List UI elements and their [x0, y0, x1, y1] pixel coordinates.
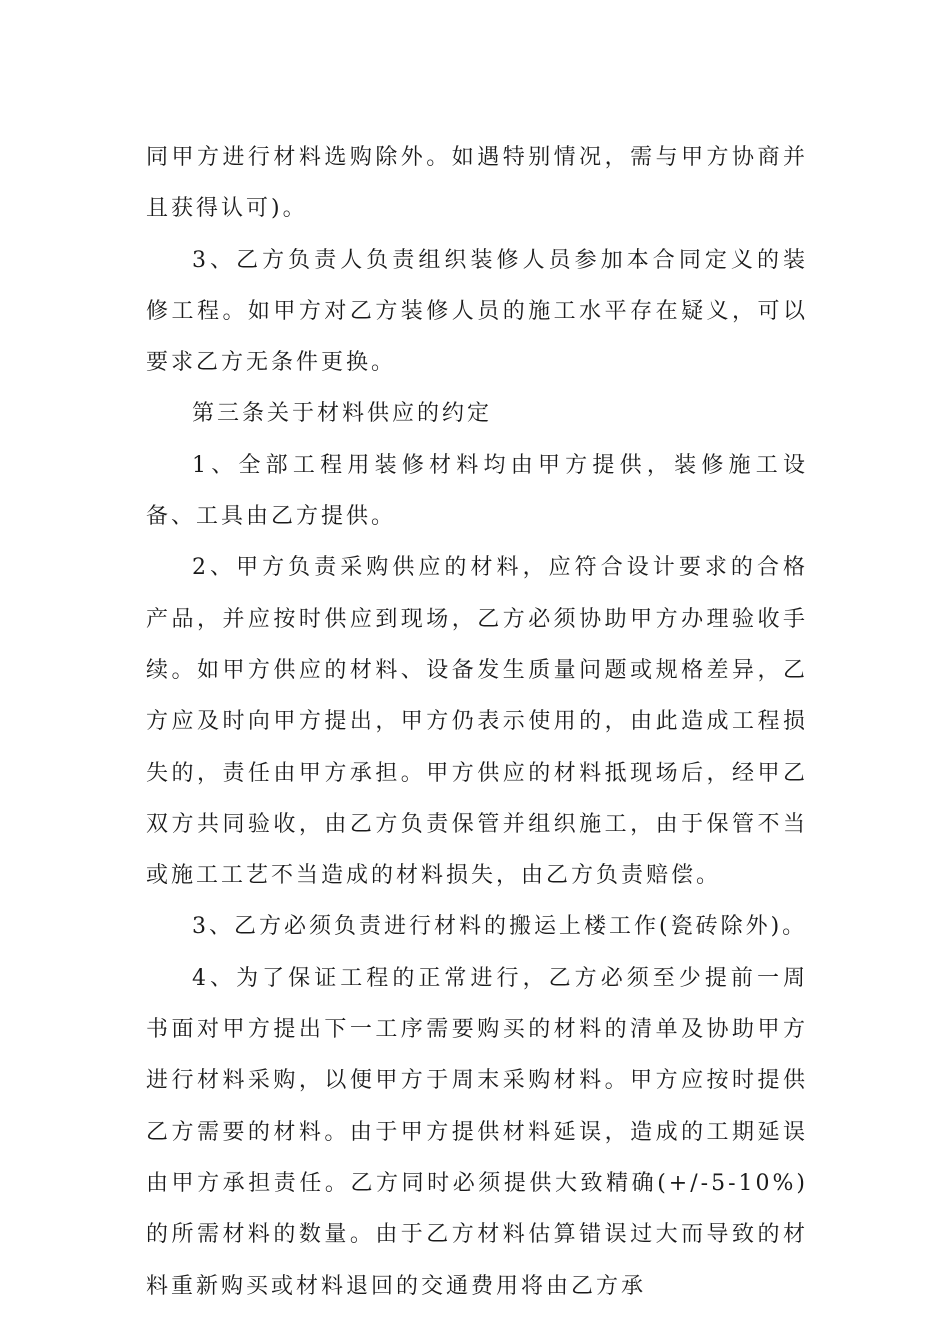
paragraph-clause-2-procurement: 2、甲方负责采购供应的材料，应符合设计要求的合格产品，并应按时供应到现场，乙方必须协助甲方办理验收手续。如甲方供应的材料、设备发生质量问题或规格差异，乙方应及时向甲方提出，甲方仍表示使用的，由此造成工程损失的，责任由甲方承担。甲方供应的材料抵现场后，经甲乙双方共同验收，由乙方负责保管并组织施工，由于保管不当或施工工艺不当造成的材料损失，由乙方负责赔偿。	[146, 555, 808, 889]
section-heading-article-3: 第三条关于材料供应的约定	[192, 401, 493, 427]
paragraph-clause-4-schedule: 4、为了保证工程的正常进行，乙方必须至少提前一周书面对甲方提出下一工序需要购买的材料的清单及协助甲方进行材料采购，以便甲方于周末采购材料。甲方应按时提供乙方需要的材料。由于甲方提供材料延误，造成的工期延误由甲方承担责任。乙方同时必须提供大致精确(+/-5-10%)的所需材料的数量。由于乙方材料估算错误过大而导致的材料重新购买或材料退回的交通费用将由乙方承	[146, 965, 808, 1299]
paragraph-clause-3-personnel: 3、乙方负责人负责组织装修人员参加本合同定义的装修工程。如甲方对乙方装修人员的施工水平存在疑义，可以要求乙方无条件更换。	[146, 247, 808, 376]
document-body	[146, 132, 808, 1312]
paragraph-clause-1-materials: 1、全部工程用装修材料均由甲方提供，装修施工设备、工具由乙方提供。	[146, 452, 808, 530]
paragraph-continuation: 同甲方进行材料选购除外。如遇特别情况，需与甲方协商并且获得认可)。	[146, 145, 808, 222]
paragraph-clause-3-transport: 3、乙方必须负责进行材料的搬运上楼工作(瓷砖除外)。	[192, 914, 808, 940]
